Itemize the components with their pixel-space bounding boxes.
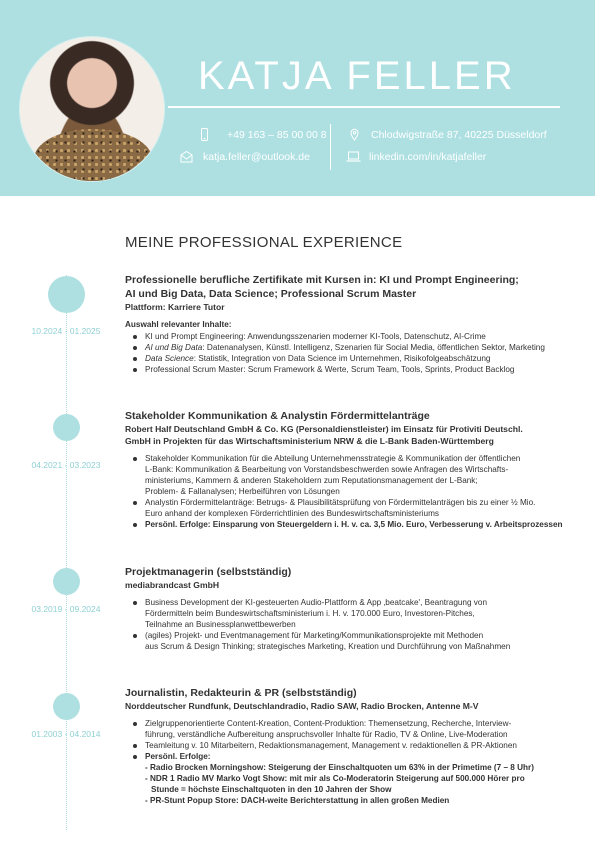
entry-title: Stakeholder Kommunikation & Analystin Fördermittelanträge bbox=[125, 410, 430, 422]
experience-entry bbox=[125, 273, 565, 375]
entry-company: mediabrandcast GmbH bbox=[125, 580, 220, 590]
entry-label: Auswahl relevanter Inhalte: bbox=[125, 320, 232, 329]
email-text[interactable]: katja.feller@outlook.de bbox=[203, 150, 310, 163]
entry-date: 10.2024 - 01.2025 bbox=[31, 326, 101, 336]
entry-company: Robert Half Deutschland GmbH & Co. KG (Personaldienstleister) im Einsatz für Protiviti Deutschl. bbox=[125, 424, 523, 434]
address-text: Chlodwigstraße 87, 40225 Düsseldorf bbox=[371, 128, 547, 141]
list-item: Stakeholder Kommunikation für die Abteilung Unternehmensstrategie & Kommunikation der öffentlichen L-Bank: Kommunikation & Bearbeitung von Vorstandsbeschwerden sowie Anfragen des Wirtschafts- ministeriums, Kammern & anderen Stakeholdern zum Reputationsmanagement der L-Bank; Problem- & Fallanalysen; Herbeiführen von Lösungen bbox=[125, 453, 565, 497]
contact-address bbox=[348, 128, 547, 141]
bullet-list bbox=[125, 453, 565, 530]
list-item: Analystin Fördermittelanträge: Betrugs- & Plausibilitätsprüfung von Fördermittelanträgen bis zu einer ½ Mio. Euro anhand der komplexen Förderrichtlinien des Bundeswirtschaftsministeriums bbox=[125, 497, 565, 519]
name-divider bbox=[168, 106, 560, 108]
mail-icon bbox=[180, 150, 193, 163]
bullet-list bbox=[125, 331, 565, 375]
list-item: (agiles) Projekt- und Eventmanagement für Marketing/Kommunikationsprojekte mit Methoden aus Scrum & Design Thinking; strategisches Marketing, Kreation und Durchführung von Maßnahmen bbox=[125, 630, 565, 652]
list-item: Persönl. Erfolge: Einsparung von Steuergeldern i. H. v. ca. 3,5 Mio. Euro, Verbesserung v. Arbeitsprozessen bbox=[125, 519, 565, 530]
entry-platform: Plattform: Karriere Tutor bbox=[125, 302, 225, 312]
contact-divider bbox=[330, 124, 331, 170]
header-banner bbox=[0, 0, 595, 196]
entry-date: 04.2021 - 03.2023 bbox=[31, 460, 101, 470]
timeline-dot bbox=[48, 276, 85, 313]
entry-title: AI und Big Data, Data Science; Professional Scrum Master bbox=[125, 288, 417, 300]
list-item: Data Science: Statistik, Integration von Data Science im Unternehmen, Risikofolgeabschätzung bbox=[125, 353, 565, 364]
timeline-dot bbox=[53, 568, 80, 595]
contact-linkedin[interactable] bbox=[346, 150, 486, 163]
entry-company: GmbH in Projekten für das Wirtschaftsministerium NRW & die L-Bank Baden-Württemberg bbox=[125, 436, 494, 446]
location-pin-icon bbox=[348, 128, 361, 141]
list-item: Teamleitung v. 10 Mitarbeitern, Redaktionsmanagement, Management v. redaktionellen & PR-Aktionen bbox=[125, 740, 565, 751]
section-title: MEINE PROFESSIONAL EXPERIENCE bbox=[125, 234, 403, 251]
list-item: AI und Big Data: Datenanalysen, Künstl. Intelligenz, Szenarien für Social Media, öffentlichen Sektor, Marketing bbox=[125, 342, 565, 353]
candidate-name: KATJA FELLER bbox=[198, 54, 516, 98]
experience-entry bbox=[125, 409, 565, 530]
entry-title: Journalistin, Redakteurin & PR (selbstständig) bbox=[125, 687, 357, 699]
entry-date: 01.2003 - 04.2014 bbox=[31, 729, 101, 739]
laptop-icon bbox=[346, 150, 361, 163]
phone-icon bbox=[198, 128, 211, 141]
experience-entry bbox=[125, 565, 565, 652]
list-item: KI und Prompt Engineering: Anwendungsszenarien moderner KI-Tools, Datenschutz, AI-Crime bbox=[125, 331, 565, 342]
list-item: Business Development der KI-gesteuerten Audio-Plattform & App ‚beatcake', Beantragung von Fördermitteln beim Bundeswirtschaftsministerium i. H. v. 170.000 Euro, Investoren-Pitches, Teilnahme an Businessplanwettbewerben bbox=[125, 597, 565, 630]
experience-entry bbox=[125, 686, 565, 806]
profile-photo bbox=[19, 36, 165, 182]
contact-email[interactable] bbox=[180, 150, 310, 163]
entry-date: 03.2019 - 09.2024 bbox=[31, 604, 101, 614]
list-item: Persönl. Erfolge: - Radio Brocken Morningshow: Steigerung der Einschaltquoten um 63% in der Primetime (7 – 8 Uhr) - NDR 1 Radio MV Marko Vogt Show: mit mir als Co-Moderatorin Steigerung auf 500.000 Hörer pro Stunde = höchste Einschaltquoten in den 10 Jahren der Show - PR-Stunt Popup Store: DACH-weite Berichterstattung in allen großen Medien bbox=[125, 751, 565, 806]
bullet-list bbox=[125, 597, 565, 652]
phone-text: +49 163 – 85 00 00 8 bbox=[227, 128, 327, 141]
timeline-dot bbox=[53, 414, 80, 441]
linkedin-text[interactable]: linkedin.com/in/katjafeller bbox=[369, 150, 487, 163]
timeline-line bbox=[66, 275, 67, 830]
timeline-dot bbox=[53, 693, 80, 720]
list-item: Zielgruppenorientierte Content-Kreation, Content-Produktion: Themensetzung, Recherche, Interview- führung, verständliche Aufbereitung anspruchsvoller Inhalte für Radio, TV & Online, Live-Moderation bbox=[125, 718, 565, 740]
entry-company: Norddeutscher Rundfunk, Deutschlandradio, Radio SAW, Radio Brocken, Antenne M-V bbox=[125, 701, 479, 711]
entry-title: Projektmanagerin (selbstständig) bbox=[125, 566, 292, 578]
contact-phone bbox=[198, 128, 327, 141]
entry-title: Professionelle berufliche Zertifikate mit Kursen in: KI und Prompt Engineering; bbox=[125, 274, 519, 286]
list-item: Professional Scrum Master: Scrum Framework & Werte, Scrum Team, Tools, Sprints, Product Backlog bbox=[125, 364, 565, 375]
bullet-list bbox=[125, 718, 565, 806]
